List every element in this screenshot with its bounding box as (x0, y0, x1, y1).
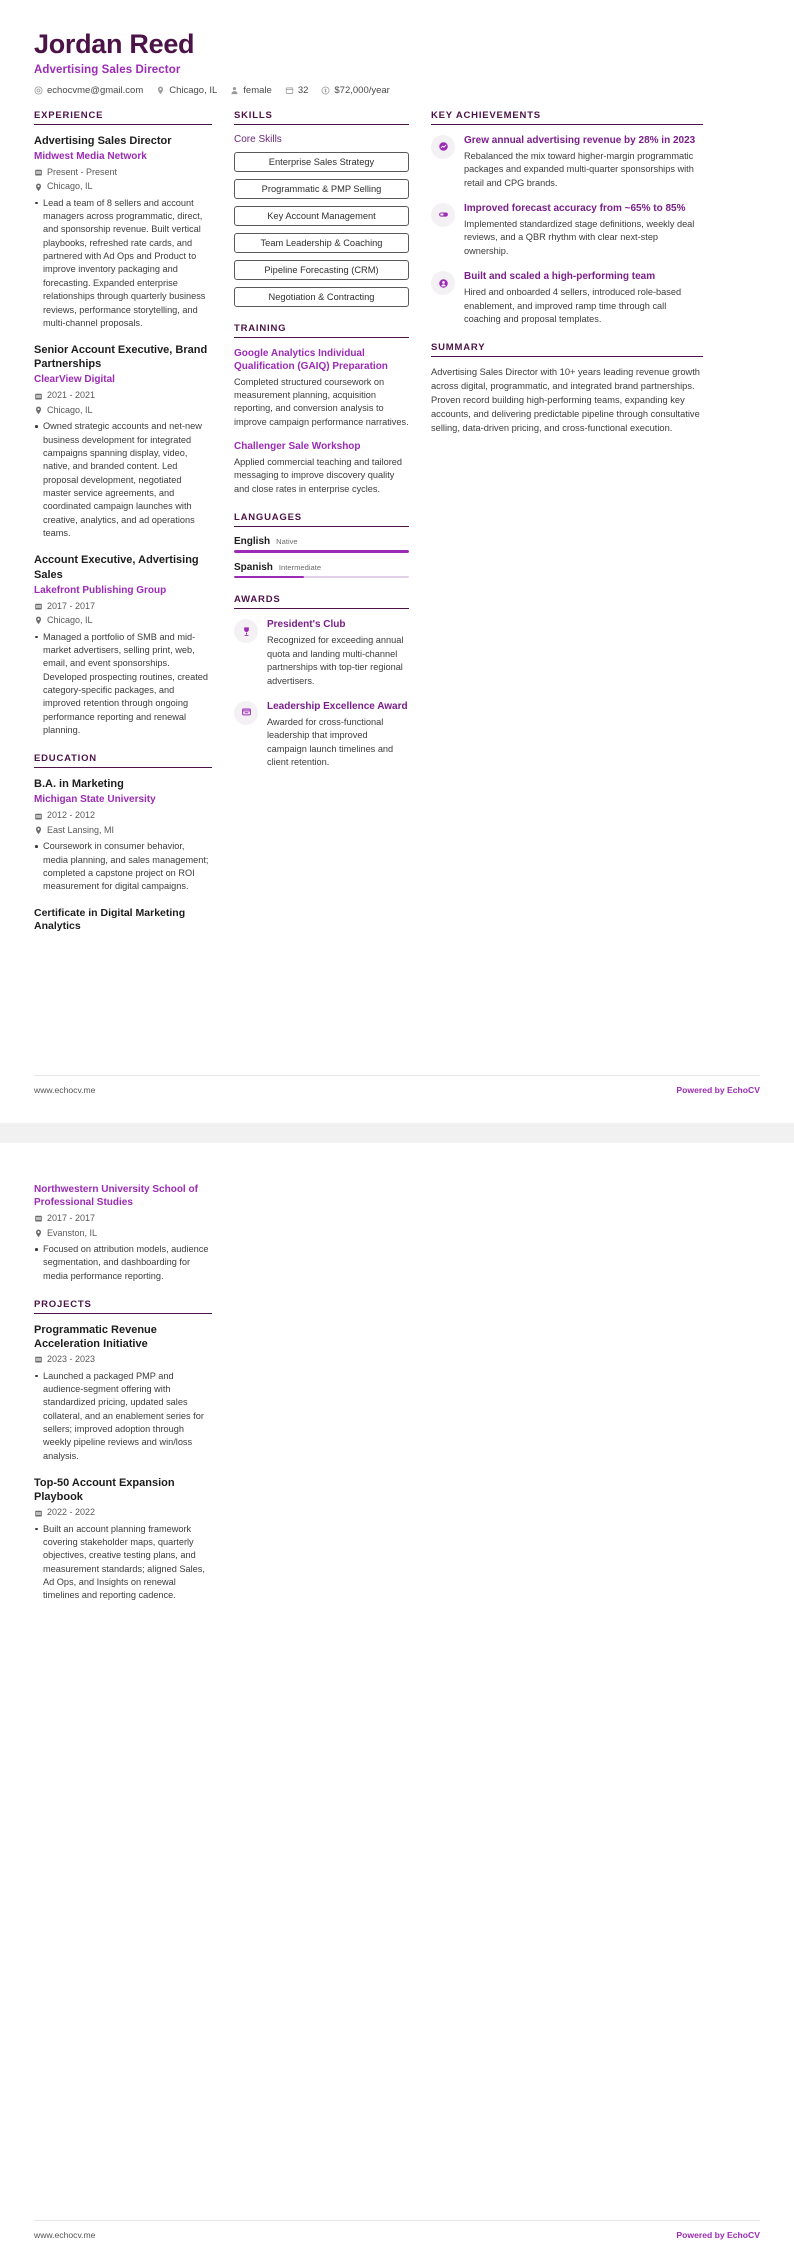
language-name: English (234, 536, 271, 548)
skill-chip: Key Account Management (234, 206, 409, 226)
experience-role: Senior Account Executive, Brand Partnerships (34, 344, 208, 371)
education-location (34, 1227, 212, 1241)
experience-dates (34, 166, 212, 180)
training-name: Google Analytics Individual Qualification (GAIQ) Preparation (234, 347, 388, 372)
projects-section-title: PROJECTS (34, 1299, 212, 1314)
language-progress-bar (234, 550, 409, 553)
footer-site: www.echocv.me (34, 1085, 96, 1095)
training-name: Challenger Sale Workshop (234, 441, 361, 453)
page-title: Jordan Reed (34, 29, 195, 59)
footer-powered-prefix: Powered by (676, 2230, 728, 2240)
summary-section-title: SUMMARY (431, 342, 703, 357)
calendar-icon (34, 1355, 43, 1364)
experience-entry (34, 553, 212, 737)
skill-chip: Team Leadership & Coaching (234, 233, 409, 253)
experience-bullets (34, 631, 212, 738)
trophy-icon (234, 619, 258, 643)
education-entry-partial (34, 907, 212, 934)
projects-section (34, 1299, 212, 1603)
education-dates (34, 1212, 212, 1226)
experience-role: Account Executive, Advertising Sales (34, 554, 199, 581)
trending-up-icon (431, 135, 455, 159)
language-progress-fill (234, 550, 409, 553)
language-row (234, 562, 409, 579)
summary-text: Advertising Sales Director with 10+ years leading revenue growth across digital, programmatic, and integrated brand partnerships. Proven record building high-performing teams, expanding key accounts, and delivering predictable pipeline through consultative selling, data-driven pricing, and cross-functional execution. (431, 367, 700, 434)
achievement-item (431, 202, 703, 258)
experience-entry (34, 134, 212, 331)
skills-section-title: SKILLS (234, 110, 409, 125)
contact-gender-text: female (243, 84, 272, 96)
gauge-icon (431, 203, 455, 227)
education-entry (34, 777, 212, 893)
achievement-title: Grew annual advertising revenue by 28% in 2023 (464, 134, 696, 146)
calendar-icon (34, 1509, 43, 1518)
calendar-icon (34, 168, 43, 177)
contact-salary (321, 85, 389, 96)
language-head (234, 562, 409, 573)
location-pin-icon (156, 86, 165, 95)
right-column (431, 110, 703, 452)
achievement-body (464, 270, 703, 326)
award-body (267, 618, 409, 688)
footer-brand-name: EchoCV (727, 2230, 760, 2240)
experience-location (34, 180, 212, 194)
contact-gender (230, 85, 272, 96)
language-level: Native (276, 537, 298, 547)
calendar-icon (34, 1214, 43, 1223)
achievement-title: Built and scaled a high-performing team (464, 271, 656, 283)
achievement-desc: Implemented standardized stage definitions, weekly deal reviews, and a QBR rhythm with clear next-step ownership. (464, 219, 695, 256)
experience-section (34, 110, 212, 738)
experience-location-text: Chicago, IL (47, 404, 93, 415)
experience-role: Advertising Sales Director (34, 134, 172, 147)
bullet-item: Focused on attribution models, audience segmentation, and dashboarding for media performance reporting. (34, 1243, 212, 1283)
coin-icon (321, 86, 330, 95)
achievements-section (431, 110, 703, 327)
language-row (234, 536, 409, 553)
skills-subtitle: Core Skills (234, 133, 282, 145)
education-school: Michigan State University (34, 794, 156, 806)
language-name: Spanish (234, 561, 273, 573)
page-separator (0, 1123, 794, 1143)
award-title: Leadership Excellence Award (267, 700, 408, 712)
award-item (234, 700, 409, 770)
achievement-desc: Hired and onboarded 4 sellers, introduced role-based enablement, and improved ramp time through call coaching and proposal templates. (464, 287, 682, 324)
project-name: Top-50 Account Expansion Playbook (34, 1477, 175, 1504)
experience-location (34, 614, 212, 628)
experience-dates (34, 389, 212, 403)
experience-location-text: Chicago, IL (47, 615, 93, 626)
training-section-title: TRAINING (234, 323, 409, 338)
awards-section-title: AWARDS (234, 594, 409, 609)
language-head (234, 536, 409, 547)
project-entry (34, 1323, 212, 1463)
project-name: Programmatic Revenue Acceleration Initiative (34, 1324, 157, 1351)
award-desc: Recognized for exceeding annual quota and landing multi-channel partnerships with top-tier regional advertisers. (267, 635, 404, 686)
education-dates-text: 2012 - 2012 (47, 810, 96, 821)
resume-page-2 (0, 1143, 794, 2266)
training-section (234, 323, 409, 496)
achievement-desc: Rebalanced the mix toward higher-margin programmatic packages and expanded multi-quarter sponsorships with retail and CPG brands. (464, 150, 694, 188)
resume-header (34, 30, 760, 96)
achievement-item (431, 270, 703, 326)
contact-location (156, 85, 217, 96)
experience-location-text: Chicago, IL (47, 181, 93, 192)
experience-company: Midwest Media Network (34, 150, 147, 162)
education-school: Northwestern University School of Professional Studies (34, 1184, 198, 1208)
page-footer (34, 2220, 760, 2240)
contact-age (285, 85, 309, 96)
education-degree: Certificate in Digital Marketing Analytics (34, 906, 186, 933)
skill-chip: Enterprise Sales Strategy (234, 152, 409, 172)
project-dates (34, 1353, 212, 1367)
location-pin-icon (34, 183, 43, 192)
certificate-icon (234, 701, 258, 725)
experience-company: ClearView Digital (34, 374, 115, 386)
bullet-item: Owned strategic accounts and net-new business development for integrated campaigns spanning display, video, native, and branded content. Led proposal development, negotiated master service agreements, and coordinated campaign launches with creative, analytics, and ad operations teams. (34, 420, 212, 540)
education-degree: B.A. in Marketing (34, 778, 124, 791)
achievement-title: Improved forecast accuracy from ~65% to 85% (464, 202, 686, 214)
resume-columns-page2 (34, 1183, 760, 1619)
left-column-page2 (34, 1183, 212, 1619)
education-section-title: EDUCATION (34, 753, 212, 768)
project-dates-text: 2023 - 2023 (47, 1354, 96, 1365)
skill-chip: Pipeline Forecasting (CRM) (234, 260, 409, 280)
person-icon (230, 86, 239, 95)
bullet-item: Coursework in consumer behavior, media planning, and sales management; completed a capstone project on ROI measurement for digital campaigns. (34, 840, 212, 893)
skill-chip: Programmatic & PMP Selling (234, 179, 409, 199)
project-bullets (34, 1370, 212, 1463)
contact-email-text: echocvme@gmail.com (47, 84, 144, 96)
footer-site: www.echocv.me (34, 2230, 96, 2240)
users-icon (431, 271, 455, 295)
languages-section (234, 512, 409, 578)
left-column (34, 110, 212, 950)
project-dates (34, 1506, 212, 1520)
resume-columns (34, 110, 760, 950)
award-desc: Awarded for cross-functional leadership that improved campaign launch timelines and client retention. (267, 717, 394, 768)
award-title: President's Club (267, 619, 346, 631)
experience-entry (34, 343, 212, 540)
education-continued (34, 1183, 212, 1283)
footer-brand-name: EchoCV (727, 1085, 760, 1095)
language-level: Intermediate (278, 562, 322, 572)
calendar-icon (285, 86, 294, 95)
education-bullets (34, 840, 212, 893)
project-entry (34, 1476, 212, 1603)
education-dates (34, 809, 212, 823)
calendar-icon (34, 812, 43, 821)
experience-bullets (34, 197, 212, 330)
award-item (234, 618, 409, 688)
experience-section-title: EXPERIENCE (34, 110, 212, 125)
footer-brand (676, 1085, 760, 1095)
contact-age-text: 32 (297, 84, 309, 96)
bullet-item: Managed a portfolio of SMB and mid-market advertisers, selling print, web, email, and event sponsorships. Developed prospecting routines, created category-specific packages, and improved retention through ongoing performance reporting and renewal planning. (34, 631, 212, 738)
email-icon (34, 86, 43, 95)
skills-section (234, 110, 409, 307)
experience-dates-text: 2017 - 2017 (47, 600, 96, 611)
contact-salary-text: $72,000/year (334, 84, 390, 96)
calendar-icon (34, 602, 43, 611)
experience-dates-text: Present - Present (47, 166, 118, 177)
training-desc: Applied commercial teaching and tailored messaging to improve discovery quality and close rates in enterprise cycles. (234, 457, 403, 494)
project-dates-text: 2022 - 2022 (47, 1507, 96, 1518)
education-section (34, 753, 212, 934)
experience-location (34, 404, 212, 418)
bullet-item: Built an account planning framework covering stakeholder maps, quarterly objectives, creative testing plans, and measurement standards; aligned Sales, Ad Ops, and Insights on renewal timelines and reporting cadence. (34, 1523, 212, 1603)
training-desc: Completed structured coursework on measurement planning, acquisition reporting, and conversion analysis to improve campaign performance narratives. (234, 376, 409, 427)
footer-brand (676, 2230, 760, 2240)
summary-section (431, 342, 703, 436)
contact-location-text: Chicago, IL (169, 84, 218, 96)
location-pin-icon (34, 406, 43, 415)
skill-chip: Negotiation & Contracting (234, 287, 409, 307)
education-location-text: East Lansing, MI (47, 824, 115, 835)
contact-email (34, 85, 143, 96)
experience-bullets (34, 420, 212, 540)
achievement-item (431, 134, 703, 190)
education-location-text: Evanston, IL (47, 1227, 98, 1238)
education-bullets (34, 1243, 212, 1283)
languages-section-title: LANGUAGES (234, 512, 409, 527)
calendar-icon (34, 392, 43, 401)
location-pin-icon (34, 1229, 43, 1238)
experience-company: Lakefront Publishing Group (34, 584, 167, 596)
achievement-body (464, 202, 703, 258)
awards-section (234, 594, 409, 769)
experience-dates-text: 2021 - 2021 (47, 390, 96, 401)
middle-column (234, 110, 409, 786)
achievements-section-title: KEY ACHIEVEMENTS (431, 110, 703, 125)
resume-page-1 (0, 0, 794, 1123)
project-bullets (34, 1523, 212, 1603)
bullet-item: Launched a packaged PMP and audience-segment offering with standardized pricing, updated sales collateral, and an enablement series for sellers; improved adoption through weekly pipeline reviews and win/loss analysis. (34, 1370, 212, 1463)
location-pin-icon (34, 616, 43, 625)
bullet-item: Lead a team of 8 sellers and account managers across programmatic, direct, and sponsorship revenue. Built vertical playbooks, refreshed rate cards, and partnered with Ad Ops and Product to improve inventory packaging and forecasting. Expanded enterprise relationships through quarterly business reviews, performance storytelling, and multi-channel proposals. (34, 197, 212, 330)
experience-dates (34, 600, 212, 614)
language-progress-fill (234, 576, 304, 579)
headline: Advertising Sales Director (34, 63, 181, 76)
education-dates-text: 2017 - 2017 (47, 1213, 96, 1223)
award-body (267, 700, 409, 770)
location-pin-icon (34, 826, 43, 835)
achievement-body (464, 134, 703, 190)
footer-powered-prefix: Powered by (676, 1085, 728, 1095)
contact-row (34, 85, 760, 96)
education-location (34, 824, 212, 838)
page-footer (34, 1075, 760, 1095)
language-progress-bar (234, 576, 409, 579)
